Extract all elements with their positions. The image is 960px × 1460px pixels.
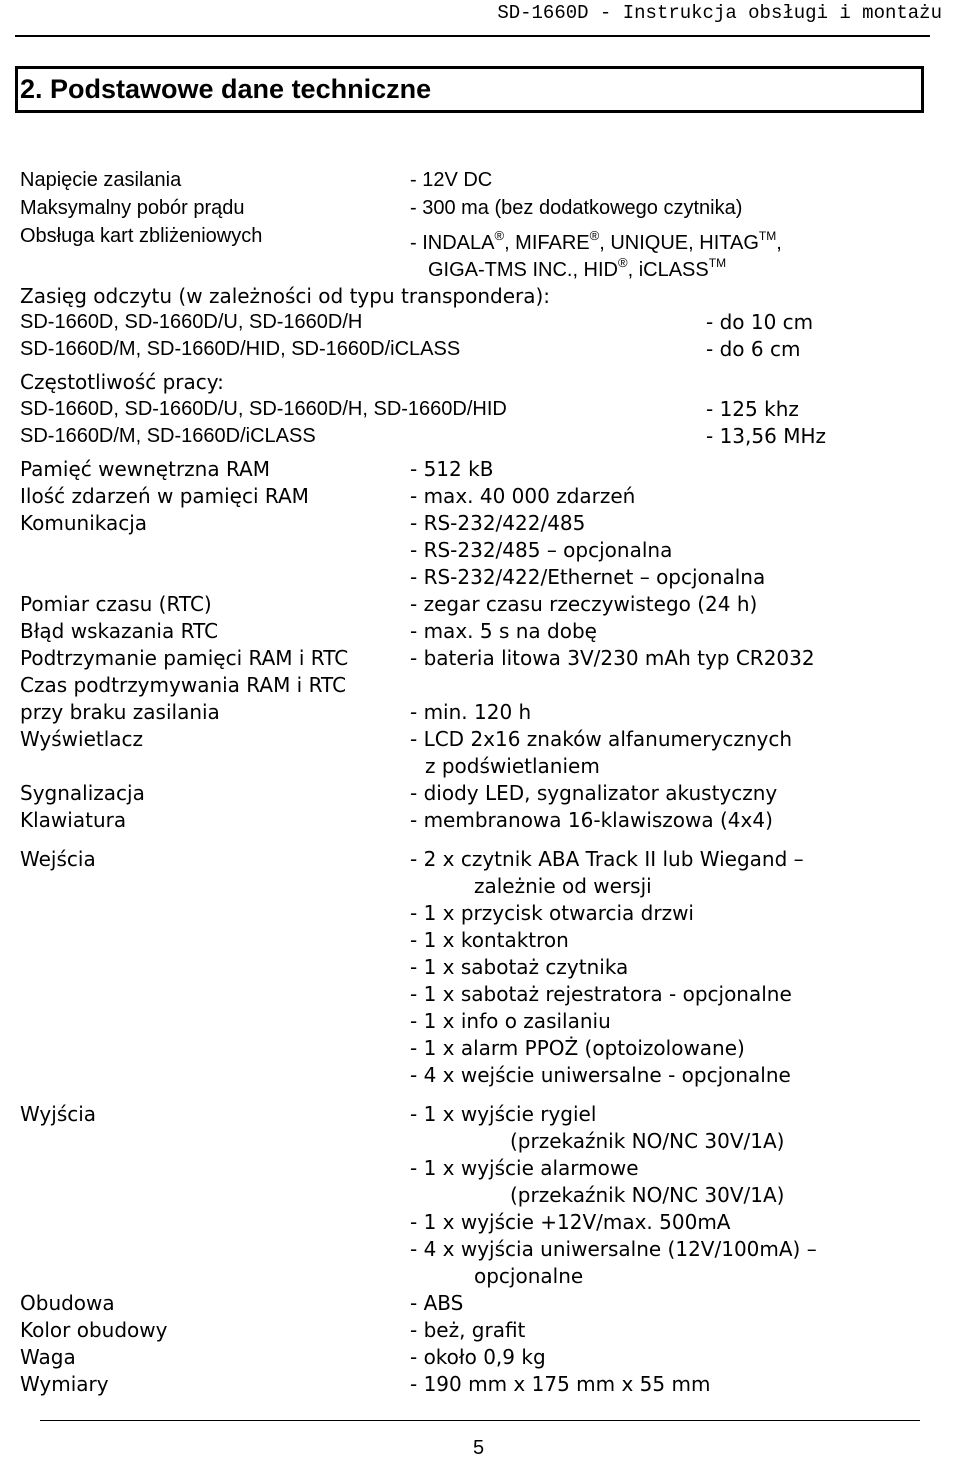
spec-label-display: Wyświetlacz bbox=[20, 727, 144, 751]
inputs-item: - 1 x sabotaż rejestratora - opcjonalne bbox=[410, 982, 792, 1006]
spec-label-events: Ilość zdarzeń w pamięci RAM bbox=[20, 484, 309, 508]
spec-label-backup: Podtrzymanie pamięci RAM i RTC bbox=[20, 646, 349, 670]
inputs-item: - 1 x sabotaż czytnika bbox=[410, 955, 629, 979]
spec-label-color: Kolor obudowy bbox=[20, 1318, 168, 1342]
spec-value-comm-3: - RS-232/422/Ethernet – opcjonalna bbox=[410, 565, 766, 589]
range-value-1: - do 10 cm bbox=[706, 310, 814, 334]
spec-label-cards: Obsługa kart zbliżeniowych bbox=[20, 225, 263, 247]
spec-value-display-1: - LCD 2x16 znaków alfanumerycznych bbox=[410, 727, 793, 751]
inputs-item: - 1 x przycisk otwarcia drzwi bbox=[410, 901, 694, 925]
spec-value-backup: - bateria litowa 3V/230 mAh typ CR2032 bbox=[410, 646, 815, 670]
spec-value-dimensions: - 190 mm x 175 mm x 55 mm bbox=[410, 1372, 711, 1396]
outputs-item: - 1 x wyjście +12V/max. 500mA bbox=[410, 1210, 731, 1234]
spec-value-keypad: - membranowa 16-klawiszowa (4x4) bbox=[410, 808, 773, 832]
outputs-item: (przekaźnik NO/NC 30V/1A) bbox=[510, 1183, 785, 1207]
inputs-item: - 2 x czytnik ABA Track II lub Wiegand – bbox=[410, 847, 804, 871]
spec-label-dimensions: Wymiary bbox=[20, 1372, 109, 1396]
spec-value-backup-time: - min. 120 h bbox=[410, 700, 532, 724]
inputs-item: zależnie od wersji bbox=[474, 874, 652, 898]
freq-value-2: - 13,56 MHz bbox=[706, 424, 826, 448]
spec-label-outputs: Wyjścia bbox=[20, 1102, 97, 1126]
spec-value-cards-line-1: - INDALA®, MIFARE®, UNIQUE, HITAG™, bbox=[410, 228, 782, 254]
spec-label-backup-time-1: Czas podtrzymywania RAM i RTC bbox=[20, 673, 347, 697]
spec-value-cards-line-2: GIGA-TMS INC., HID®, iCLASS™ bbox=[428, 255, 727, 281]
spec-value-weight: - około 0,9 kg bbox=[410, 1345, 546, 1369]
freq-models-1: SD-1660D, SD-1660D/U, SD-1660D/H, SD-1660D/HID bbox=[20, 398, 507, 420]
spec-value-comm-1: - RS-232/422/485 bbox=[410, 511, 586, 535]
spec-value-rtc: - zegar czasu rzeczywistego (24 h) bbox=[410, 592, 758, 616]
footer-divider bbox=[40, 1420, 920, 1421]
spec-label-current: Maksymalny pobór prądu bbox=[20, 197, 245, 219]
outputs-item: opcjonalne bbox=[474, 1264, 584, 1288]
spec-value-rtc-error: - max. 5 s na dobę bbox=[410, 619, 597, 643]
spec-label-ram: Pamięć wewnętrzna RAM bbox=[20, 457, 270, 481]
page-header-title: SD-1660D - Instrukcja obsługi i montażu bbox=[497, 2, 942, 24]
spec-value-housing: - ABS bbox=[410, 1291, 464, 1315]
freq-heading: Częstotliwość pracy: bbox=[20, 370, 224, 394]
range-value-2: - do 6 cm bbox=[706, 337, 801, 361]
spec-label-backup-time-2: przy braku zasilania bbox=[20, 700, 220, 724]
spec-value-current: - 300 ma (bez dodatkowego czytnika) bbox=[410, 197, 743, 219]
spec-label-signal: Sygnalizacja bbox=[20, 781, 145, 805]
header-divider bbox=[15, 35, 930, 37]
outputs-item: (przekaźnik NO/NC 30V/1A) bbox=[510, 1129, 785, 1153]
spec-label-rtc-error: Błąd wskazania RTC bbox=[20, 619, 219, 643]
outputs-item: - 1 x wyjście rygiel bbox=[410, 1102, 597, 1126]
range-models-2: SD-1660D/M, SD-1660D/HID, SD-1660D/iCLASS bbox=[20, 338, 461, 360]
spec-label-inputs: Wejścia bbox=[20, 847, 96, 871]
section-title: 2. Podstawowe dane techniczne bbox=[20, 74, 432, 104]
spec-label-comm: Komunikacja bbox=[20, 511, 148, 535]
inputs-item: - 4 x wejście uniwersalne - opcjonalne bbox=[410, 1063, 791, 1087]
spec-value-ram: - 512 kB bbox=[410, 457, 494, 481]
range-heading: Zasięg odczytu (w zależności od typu transpondera): bbox=[20, 284, 551, 308]
spec-value-events: - max. 40 000 zdarzeń bbox=[410, 484, 636, 508]
range-models-1: SD-1660D, SD-1660D/U, SD-1660D/H bbox=[20, 311, 363, 333]
inputs-item: - 1 x kontaktron bbox=[410, 928, 569, 952]
inputs-item: - 1 x alarm PPOŻ (optoizolowane) bbox=[410, 1036, 745, 1060]
freq-models-2: SD-1660D/M, SD-1660D/iCLASS bbox=[20, 425, 316, 447]
spec-label-rtc: Pomiar czasu (RTC) bbox=[20, 592, 212, 616]
spec-value-display-2: z podświetlaniem bbox=[425, 754, 600, 778]
outputs-item: - 4 x wyjścia uniwersalne (12V/100mA) – bbox=[410, 1237, 817, 1261]
spec-value-comm-2: - RS-232/485 – opcjonalna bbox=[410, 538, 673, 562]
spec-label-supply: Napięcie zasilania bbox=[20, 169, 182, 191]
trademark-mark: TM bbox=[708, 256, 727, 270]
registered-mark: ® bbox=[589, 228, 600, 243]
page-number: 5 bbox=[473, 1437, 485, 1459]
spec-label-weight: Waga bbox=[20, 1345, 76, 1369]
spec-value-signal: - diody LED, sygnalizator akustyczny bbox=[410, 781, 778, 805]
freq-value-1: - 125 khz bbox=[706, 397, 799, 421]
registered-mark: ® bbox=[618, 255, 628, 270]
spec-value-supply: - 12V DC bbox=[410, 169, 493, 191]
spec-value-color: - beż, grafit bbox=[410, 1318, 526, 1342]
spec-label-keypad: Klawiatura bbox=[20, 808, 127, 832]
outputs-item: - 1 x wyjście alarmowe bbox=[410, 1156, 639, 1180]
inputs-item: - 1 x info o zasilaniu bbox=[410, 1009, 611, 1033]
spec-label-housing: Obudowa bbox=[20, 1291, 115, 1315]
trademark-mark: TM bbox=[758, 229, 777, 243]
registered-mark: ® bbox=[494, 228, 505, 243]
